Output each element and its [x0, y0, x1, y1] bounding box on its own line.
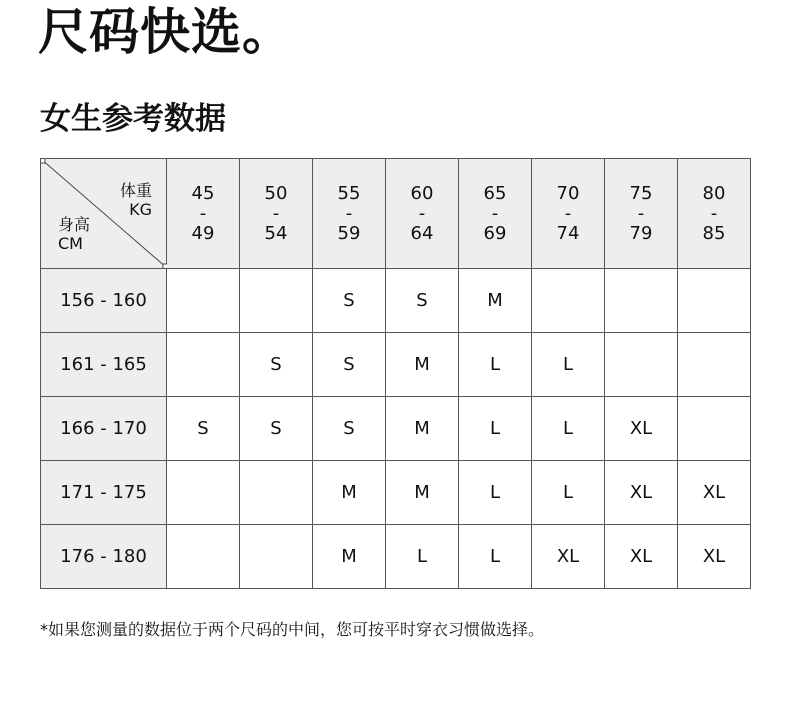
size-cell — [167, 269, 240, 333]
page-title: 尺码快选。 — [38, 3, 293, 61]
size-cell: L — [459, 461, 532, 525]
table-row — [41, 525, 751, 589]
size-cell: XL — [532, 525, 605, 589]
table-row — [41, 397, 751, 461]
size-cell: XL — [605, 397, 678, 461]
size-cell — [240, 525, 313, 589]
size-cell — [240, 269, 313, 333]
weight-column-header: 70 - 74 — [532, 159, 605, 269]
weight-column-header: 75 - 79 — [605, 159, 678, 269]
size-cell — [240, 461, 313, 525]
weight-column-header: 80 - 85 — [678, 159, 751, 269]
size-cell: S — [386, 269, 459, 333]
weight-column-header: 60 - 64 — [386, 159, 459, 269]
height-unit: CM — [58, 234, 83, 253]
size-cell: L — [459, 333, 532, 397]
table-row — [41, 269, 751, 333]
size-cell: M — [459, 269, 532, 333]
weight-column-header: 45 - 49 — [167, 159, 240, 269]
corner-header-cell — [41, 159, 167, 269]
weight-label: 体重 — [119, 181, 152, 200]
size-cell — [678, 269, 751, 333]
size-cell: M — [313, 461, 386, 525]
size-cell: L — [532, 397, 605, 461]
table-row — [41, 461, 751, 525]
footnote: *如果您测量的数据位于两个尺码的中间，您可按平时穿衣习惯做选择。 — [40, 620, 545, 639]
size-cell: XL — [605, 525, 678, 589]
table-row — [41, 333, 751, 397]
weight-unit: KG — [129, 200, 152, 219]
size-cell — [532, 269, 605, 333]
size-cell: L — [459, 397, 532, 461]
size-cell: XL — [678, 525, 751, 589]
size-cell — [605, 269, 678, 333]
size-chart-table — [40, 158, 751, 589]
size-cell: L — [459, 525, 532, 589]
size-cell: S — [313, 397, 386, 461]
size-cell: L — [532, 333, 605, 397]
size-cell: S — [313, 333, 386, 397]
size-cell: XL — [605, 461, 678, 525]
weight-header-row — [41, 159, 751, 269]
weight-column-header: 65 - 69 — [459, 159, 532, 269]
height-row-header: 176 - 180 — [41, 525, 167, 589]
size-cell: M — [386, 397, 459, 461]
height-row-header: 171 - 175 — [41, 461, 167, 525]
height-row-header: 161 - 165 — [41, 333, 167, 397]
size-cell: L — [532, 461, 605, 525]
size-cell: S — [240, 397, 313, 461]
size-cell: L — [386, 525, 459, 589]
size-cell: M — [386, 461, 459, 525]
weight-column-header: 55 - 59 — [313, 159, 386, 269]
weight-axis-label — [120, 181, 152, 219]
height-row-header: 156 - 160 — [41, 269, 167, 333]
size-cell — [167, 461, 240, 525]
size-cell: XL — [678, 461, 751, 525]
size-cell — [678, 397, 751, 461]
weight-column-header: 50 - 54 — [240, 159, 313, 269]
size-cell — [605, 333, 678, 397]
size-cell: S — [313, 269, 386, 333]
height-axis-label — [58, 215, 90, 253]
height-label: 身高 — [58, 215, 91, 234]
section-title: 女生参考数据 — [40, 101, 226, 137]
size-cell: S — [240, 333, 313, 397]
size-cell: M — [313, 525, 386, 589]
size-cell — [167, 525, 240, 589]
size-cell — [167, 333, 240, 397]
size-cell — [678, 333, 751, 397]
size-cell: M — [386, 333, 459, 397]
height-row-header: 166 - 170 — [41, 397, 167, 461]
size-cell: S — [167, 397, 240, 461]
